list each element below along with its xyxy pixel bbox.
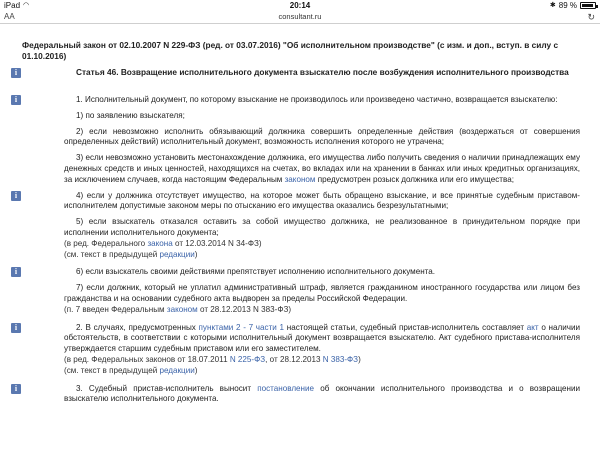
law-title: Федеральный закон от 02.10.2007 N 229-ФЗ (ред. от 03.07.2016) "Об исполнительном производстве" (с изм. и доп., вступ. в силу с 01.10.2016): [22, 40, 559, 61]
law-link[interactable]: N 383-ФЗ: [322, 354, 359, 364]
item-3-text-b: предусмотрен розыск должника или его имущества;: [317, 174, 514, 184]
act-link[interactable]: акт: [526, 322, 539, 332]
note-text: (в ред. Федерального: [64, 238, 146, 248]
address-bar[interactable]: [0, 11, 600, 23]
item-6-row: [0, 267, 600, 315]
note-text: (в ред. Федеральных законов от 18.07.2011: [64, 354, 228, 364]
paragraph-3-row: [0, 384, 600, 406]
note-text: (см. текст в предыдущей: [64, 365, 158, 375]
item-2: 2) если невозможно исполнить обязывающий должника совершить определенные действия (воздержаться от совершения определенных действий) исполнительный документ, возможность исполнения которого не утрачена;: [64, 126, 580, 147]
info-icon[interactable]: i: [11, 95, 21, 105]
item-3-text-a: 3) если невозможно установить местонахождение должника, его имущества либо получить сведения о наличии принадлежащих ему денежных средств и иных ценностей, находящихся на счетах, во вкладах или на хранении в банках или иных кредитных организациях, за исключением случаев, когда настоящим Федеральным: [64, 153, 580, 184]
item-5-previous-edition-note: [64, 250, 580, 261]
points-link[interactable]: пунктами 2 - 7 части 1: [198, 322, 285, 332]
resolution-link[interactable]: постановление: [257, 383, 315, 393]
note-text: от 12.03.2014 N 34-ФЗ): [175, 238, 262, 248]
info-icon[interactable]: i: [11, 68, 21, 78]
info-icon[interactable]: i: [11, 191, 21, 201]
note-text: (п. 7 введен Федеральным: [64, 304, 165, 314]
item-4-row: [0, 191, 600, 261]
note-text: ): [194, 249, 198, 259]
previous-edition-link[interactable]: редакции: [159, 249, 195, 259]
paragraph-3: [64, 384, 580, 406]
document-content: [0, 26, 600, 405]
battery-percent: 89 %: [558, 1, 577, 10]
bluetooth-icon: ✱: [549, 2, 556, 9]
reload-icon[interactable]: ↻: [587, 12, 595, 22]
paragraph-1-row: [0, 95, 600, 186]
carrier-label: iPad: [4, 1, 21, 10]
note-text: ): [358, 354, 361, 364]
law-link[interactable]: законом: [284, 174, 316, 184]
item-1: 1) по заявлению взыскателя;: [76, 110, 185, 120]
item-5: 5) если взыскатель отказался оставить за собой имущество должника, не реализованное в принудительном порядке при исполнении исполнительного документа;: [64, 217, 580, 237]
status-bar: [0, 0, 600, 11]
paragraph-2: [64, 323, 580, 355]
article-title: Статья 46. Возвращение исполнительного документа взыскателю после возбуждения исполнительного производства: [76, 67, 569, 77]
clock: 20:14: [289, 1, 311, 10]
paragraph-2-previous-edition-note: [64, 366, 580, 377]
law-link[interactable]: N 225-ФЗ: [229, 354, 266, 364]
law-link[interactable]: закона: [147, 238, 173, 248]
toolbar-divider: [0, 23, 600, 24]
paragraph-1: 1. Исполнительный документ, по которому взыскание не производилось или произведено частично, возвращается взыскателю:: [76, 95, 558, 104]
note-text: от 28.12.2013 N 383-ФЗ): [200, 304, 292, 314]
note-text: (см. текст в предыдущей: [64, 249, 158, 259]
paragraph-2-row: [0, 323, 600, 377]
law-link[interactable]: законом: [166, 304, 198, 314]
paragraph-text: о наличии обстоятельств, в соответствии с которыми исполнительный документ возвращается взыскателю. Акт судебного пристава-исполнителя утверждается старшим судебным приставом или его заместителем.: [64, 322, 581, 354]
item-3: [64, 153, 580, 185]
note-text: , от 28.12.2013: [265, 354, 321, 364]
paragraph-text: 3. Судебный пристав-исполнитель выносит: [76, 383, 252, 393]
paragraph-text: настоящей статьи, судебный пристав-исполнитель составляет: [286, 322, 525, 332]
item-6: 6) если взыскатель своими действиями препятствует исполнению исполнительного документа.: [76, 267, 436, 277]
reader-aa-button[interactable]: AA: [4, 12, 15, 21]
item-7-note: [64, 305, 580, 316]
item-7: 7) если должник, который не уплатил административный штраф, является гражданином иностранного государства или лицом без гражданства и на основании судебного акта выдворен за пределы Российской Федерации.: [64, 283, 580, 303]
article-heading-row: [0, 67, 600, 78]
paragraph-text: 2. В случаях, предусмотренных: [76, 322, 196, 332]
paragraph-text: об окончании исполнительного производства и о возвращении взыскателю исполнительного документа.: [64, 383, 581, 404]
item-5-edit-note: [64, 239, 580, 250]
battery-fill: [582, 4, 593, 7]
info-icon[interactable]: i: [11, 323, 21, 333]
status-right: [550, 0, 596, 11]
previous-edition-link[interactable]: редакции: [159, 365, 195, 375]
wifi-icon: ◠: [23, 2, 30, 9]
info-icon[interactable]: i: [11, 384, 21, 394]
info-icon[interactable]: i: [11, 267, 21, 277]
paragraph-2-edit-note: [64, 355, 580, 366]
note-text: ): [194, 365, 198, 375]
url-text[interactable]: consultant.ru: [278, 12, 322, 21]
item-4: 4) если у должника отсутствует имущество, на которое может быть обращено взыскание, и все принятые судебным приставом-исполнителем допустимые законом меры по отысканию его имущества оказались безрезультатными;: [64, 190, 580, 211]
battery-icon: [580, 2, 596, 9]
